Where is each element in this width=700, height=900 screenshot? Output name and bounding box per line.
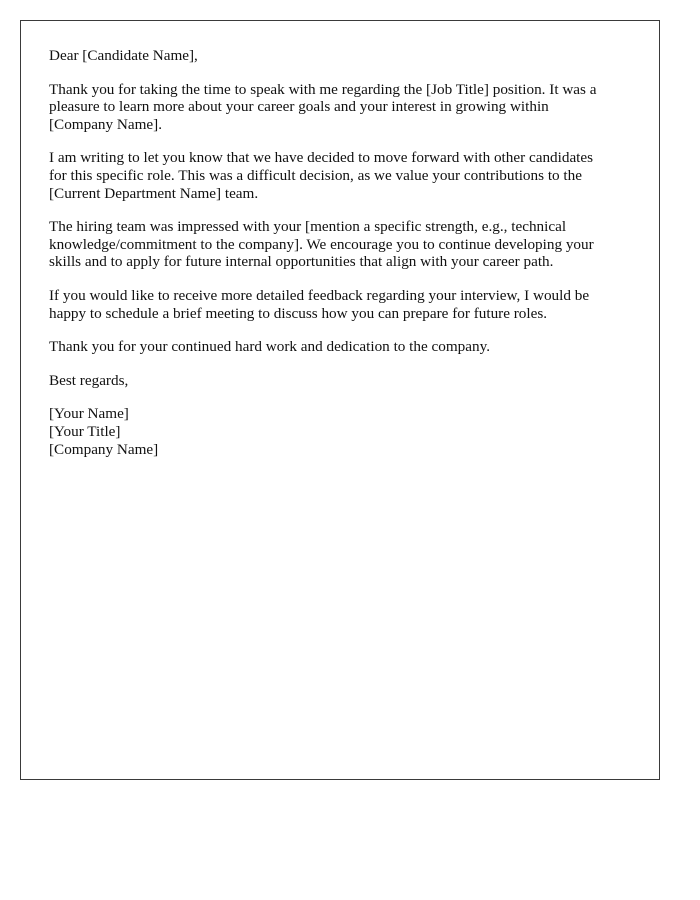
paragraph-line: Thank you for your continued hard work and dedication to the company. xyxy=(49,338,491,356)
paragraph-line: [Current Department Name] team. xyxy=(49,184,259,202)
signature-name: [Your Name] xyxy=(49,405,129,423)
letter-page xyxy=(20,20,660,780)
paragraph-line: The hiring team was impressed with your [mention a specific strength, e.g., technical xyxy=(49,218,567,236)
paragraph-intro xyxy=(49,81,631,134)
signature-block xyxy=(49,405,631,458)
closing xyxy=(49,372,631,390)
paragraph-line: for this specific role. This was a difficult decision, as we value your contributions to the xyxy=(49,166,582,184)
paragraph-line: [Company Name]. xyxy=(49,115,163,133)
paragraph-decision xyxy=(49,149,631,202)
paragraph-encouragement xyxy=(49,218,631,271)
paragraph-line: happy to schedule a brief meeting to discuss how you can prepare for future roles. xyxy=(49,304,548,322)
paragraph-line: knowledge/commitment to the company]. We encourage you to continue developing your xyxy=(49,235,594,253)
signature-company: [Company Name] xyxy=(49,440,159,458)
paragraph-thanks xyxy=(49,338,631,356)
signature-title: [Your Title] xyxy=(49,422,121,440)
salutation xyxy=(49,47,631,65)
closing-text: Best regards, xyxy=(49,371,129,389)
paragraph-feedback xyxy=(49,287,631,322)
paragraph-line: skills and to apply for future internal opportunities that align with your career path. xyxy=(49,253,554,271)
salutation-text: Dear [Candidate Name], xyxy=(49,47,198,64)
paragraph-line: Thank you for taking the time to speak with me regarding the [Job Title] position. It was a xyxy=(49,80,597,98)
paragraph-line: I am writing to let you know that we have decided to move forward with other candidates xyxy=(49,149,594,167)
paragraph-line: If you would like to receive more detailed feedback regarding your interview, I would be xyxy=(49,286,590,304)
paragraph-line: pleasure to learn more about your career goals and your interest in growing within xyxy=(49,98,549,116)
